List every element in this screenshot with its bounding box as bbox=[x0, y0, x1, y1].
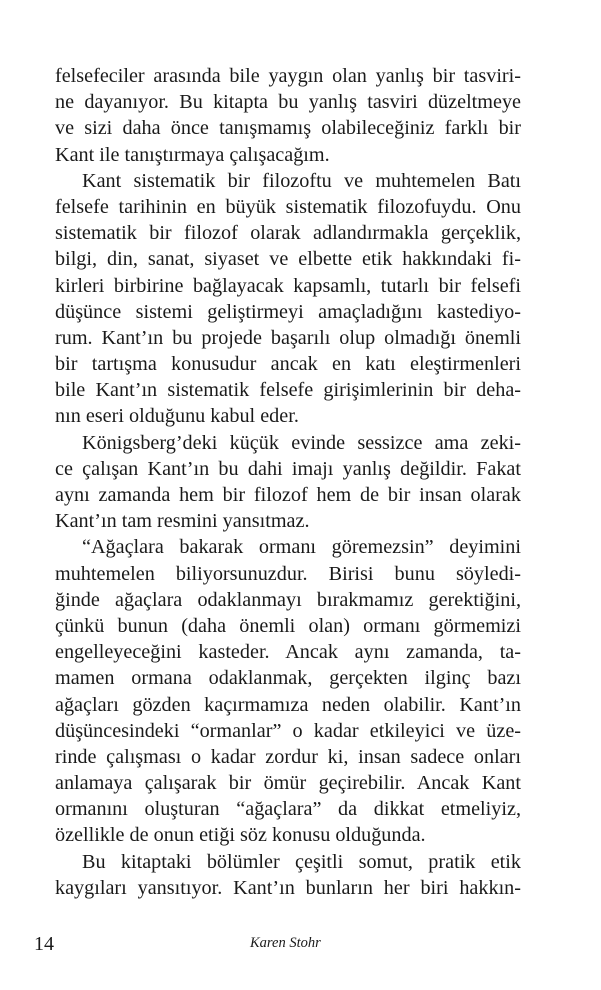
text-line: “Ağaçlara bakarak ormanı göremezsin” deyimini bbox=[82, 536, 521, 559]
text-line: engelleyeceğini kasteder. Ancak aynı zamanda, ta- bbox=[55, 641, 521, 664]
text-line: ormanını oluşturan “ağaçlara” da dikkat etmeliyiz, bbox=[55, 798, 521, 821]
paragraph bbox=[55, 168, 521, 430]
text-line: Königsberg’deki küçük evinde sessizce ama zeki- bbox=[82, 431, 521, 454]
text-line: ve sizi daha önce tanışmamış olabileceğiniz farklı bir bbox=[55, 117, 521, 140]
running-head-author: Karen Stohr bbox=[250, 935, 321, 951]
text-line: kirleri birbirine bağlayacak kapsamlı, tutarlı bir felsefi bbox=[55, 274, 521, 297]
text-line: rum. Kant’ın bu projede başarılı olup olmadığı önemli bbox=[55, 326, 521, 349]
text-line: bile Kant’ın sistematik felsefe girişimlerinin bir deha- bbox=[55, 379, 521, 402]
paragraph bbox=[55, 430, 521, 535]
text-line: çünkü bunun (daha önemli olan) ormanı görmemizi bbox=[55, 614, 521, 637]
paragraph bbox=[55, 534, 521, 848]
text-line: özellikle de onun etiği söz konusu olduğunda. bbox=[55, 824, 426, 847]
text-line: sistematik bir filozof olarak adlandırmakla gerçeklik, bbox=[55, 222, 521, 245]
text-line: nın eseri olduğunu kabul eder. bbox=[55, 405, 299, 428]
text-line: aynı zamanda hem bir filozof hem de bir insan olarak bbox=[55, 484, 521, 506]
text-line: düşünce sistemi geliştirmeyi amaçladığını kastediyo- bbox=[55, 300, 521, 323]
paragraph bbox=[55, 849, 521, 901]
text-line: muhtemelen biliyorsunuzdur. Birisi bunu söyledi- bbox=[55, 562, 521, 585]
text-line: Kant sistematik bir filozoftu ve muhtemelen Batı bbox=[82, 169, 521, 192]
text-line: rinde çalışması o kadar zordur ki, insan sadece onları bbox=[55, 745, 521, 768]
text-line: ağaçları gözden kaçırmamıza neden olabilir. Kant’ın bbox=[55, 693, 521, 716]
text-line: ne dayanıyor. Bu kitapta bu yanlış tasviri düzeltmeye bbox=[55, 91, 521, 114]
text-line: felsefeciler arasında bile yaygın olan yanlış bir tasviri- bbox=[55, 65, 521, 87]
body-text bbox=[55, 63, 521, 901]
text-line: ğinde ağaçlara odaklanmayı bırakmamız gerektiğini, bbox=[55, 588, 521, 611]
text-line: Kant’ın tam resmini yansıtmaz. bbox=[55, 510, 310, 533]
text-line: Kant ile tanıştırmaya çalışacağım. bbox=[55, 143, 330, 166]
page-number: 14 bbox=[34, 933, 54, 955]
text-line: felsefe tarihinin en büyük sistematik filozofuydu. Onu bbox=[55, 195, 521, 218]
text-line: düşüncesindeki “ormanlar” o kadar etkileyici ve üze- bbox=[55, 719, 521, 742]
text-line: bir tartışma konusudur ancak en katı eleştirmenleri bbox=[55, 353, 521, 376]
text-line: mamen ormana odaklanmak, gerçekten ilginç bazı bbox=[55, 667, 521, 690]
text-line: kaygıları yansıtıyor. Kant’ın bunların her biri hakkın- bbox=[55, 876, 521, 899]
text-line: Bu kitaptaki bölümler çeşitli somut, pratik etik bbox=[82, 850, 521, 873]
text-line: anlamaya çalışarak bir ömür geçirebilir. Ancak Kant bbox=[55, 772, 521, 795]
paragraph bbox=[55, 63, 521, 168]
text-line: ce çalışan Kant’ın bu dahi imajı yanlış değildir. Fakat bbox=[55, 457, 521, 480]
text-line: bilgi, din, sanat, siyaset ve elbette etik hakkındaki fi- bbox=[55, 248, 521, 271]
